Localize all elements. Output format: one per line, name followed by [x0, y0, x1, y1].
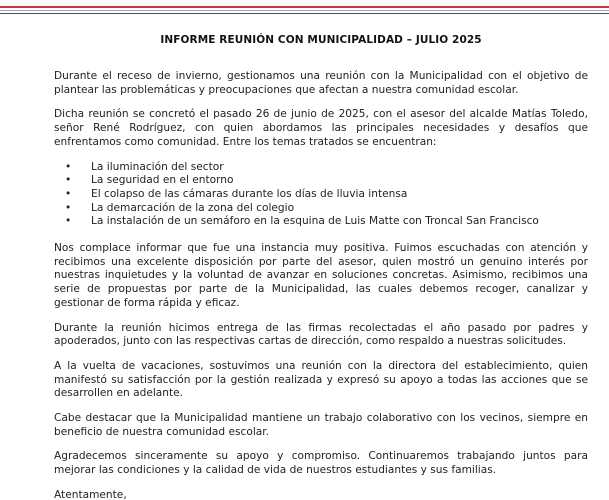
list-item	[65, 215, 588, 229]
bullet-icon: •	[65, 174, 72, 187]
collaboration-paragraph: Cabe destacar que la Municipalidad mantiene un trabajo colaborativo con los vecinos, siempre en beneficio de nuestra comunidad escolar.	[54, 412, 588, 438]
header-rule-blue	[0, 13, 609, 14]
list-item	[65, 161, 588, 175]
bullet-icon: •	[65, 215, 72, 228]
list-item	[65, 188, 588, 202]
intro-paragraph: Durante el receso de invierno, gestionamos una reunión con la Municipalidad con el objetivo de plantear las problemáticas y preocupaciones que afectan a nuestra comunidad escolar.	[54, 70, 588, 96]
positive-outcome-paragraph: Nos complace informar que fue una instancia muy positiva. Fuimos escuchadas con atención y recibimos una excelente disposición por parte del asesor, quien mostró un genuino interés por nuestras inquietudes y la voluntad de avanzar en soluciones concretas. Asimismo, recibimos una serie de propuestas por parte de la Municipalidad, las cuales debemos recoger, canalizar y gestionar de forma rápida y eficaz.	[54, 242, 588, 309]
header-rule-gray	[0, 10, 609, 11]
topic-text: La iluminación del sector	[91, 160, 224, 173]
document-title: INFORME REUNIÓN CON MUNICIPALIDAD – JULIO 2025	[160, 34, 482, 46]
signatures-paragraph: Durante la reunión hicimos entrega de las firmas recolectadas el año pasado por padres y apoderados, junto con las respectivas cartas de dirección, como respaldo a nuestras solicitudes.	[54, 321, 588, 348]
header-rule-red	[0, 6, 609, 8]
list-item	[65, 174, 588, 188]
bullet-icon: •	[65, 160, 72, 173]
document-body	[54, 30, 588, 500]
topic-text: El colapso de las cámaras durante los días de lluvia intensa	[91, 187, 408, 200]
bullet-icon: •	[65, 187, 72, 200]
list-item	[65, 202, 588, 216]
thanks-paragraph: Agradecemos sinceramente su apoyo y compromiso. Continuaremos trabajando juntos para mejorar las condiciones y la calidad de vida de nuestros estudiantes y sus familias.	[54, 450, 588, 477]
topics-list	[54, 161, 588, 230]
topic-text: La seguridad en el entorno	[91, 174, 234, 187]
meeting-details-paragraph: Dicha reunión se concretó el pasado 26 de junio de 2025, con el asesor del alcalde Matías Toledo, señor René Rodríguez, con quien abordamos las principales necesidades y desafíos que enfrentamos como comunidad. Entre los temas tratados se encuentran:	[54, 108, 588, 148]
topic-text: La demarcación de la zona del colegio	[91, 201, 295, 214]
closing-salutation: Atentamente,	[54, 488, 127, 500]
bullet-icon: •	[65, 201, 72, 214]
director-meeting-paragraph: A la vuelta de vacaciones, sostuvimos una reunión con la directora del establecimiento, quien manifestó su satisfacción por la gestión realizada y expresó su apoyo a todas las acciones que se desarrollen en adelante.	[54, 359, 588, 400]
topic-text: La instalación de un semáforo en la esquina de Luis Matte con Troncal San Francisco	[91, 215, 539, 228]
